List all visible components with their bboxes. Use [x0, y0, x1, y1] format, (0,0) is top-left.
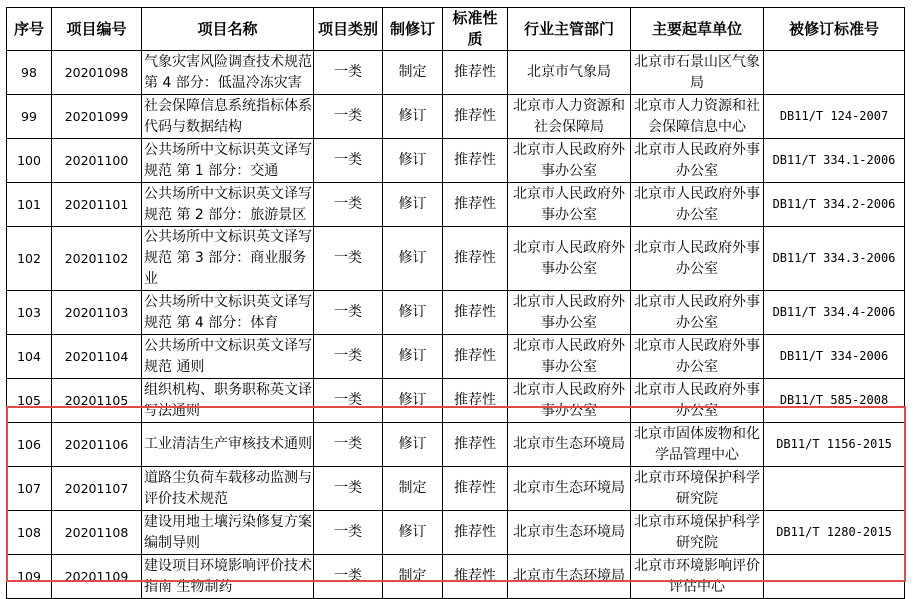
cell-revision: 制定 — [383, 467, 443, 511]
cell-revised-std: DB11/T 124-2007 — [764, 95, 905, 139]
cell-category: 一类 — [314, 379, 383, 423]
cell-code: 20201102 — [52, 227, 142, 291]
cell-code: 20201107 — [52, 467, 142, 511]
cell-drafter: 北京市环境影响评价评估中心 — [631, 555, 764, 599]
cell-seq: 101 — [7, 183, 52, 227]
cell-nature: 推荐性 — [443, 379, 508, 423]
table-row — [7, 335, 905, 379]
table-row — [7, 423, 905, 467]
table-row — [7, 51, 905, 95]
cell-revised-std — [764, 467, 905, 511]
cell-nature: 推荐性 — [443, 227, 508, 291]
cell-seq: 103 — [7, 291, 52, 335]
cell-name: 公共场所中文标识英文译写规范 第 1 部分：交通 — [142, 139, 314, 183]
cell-category: 一类 — [314, 511, 383, 555]
cell-nature: 推荐性 — [443, 423, 508, 467]
cell-seq: 105 — [7, 379, 52, 423]
cell-seq: 108 — [7, 511, 52, 555]
cell-name: 道路尘负荷车载移动监测与评价技术规范 — [142, 467, 314, 511]
cell-dept: 北京市生态环境局 — [508, 467, 631, 511]
cell-seq: 100 — [7, 139, 52, 183]
cell-code: 20201106 — [52, 423, 142, 467]
cell-dept: 北京市生态环境局 — [508, 423, 631, 467]
cell-category: 一类 — [314, 335, 383, 379]
cell-revised-std: DB11/T 1280-2015 — [764, 511, 905, 555]
cell-code: 20201105 — [52, 379, 142, 423]
cell-drafter: 北京市石景山区气象局 — [631, 51, 764, 95]
cell-seq: 98 — [7, 51, 52, 95]
cell-revision: 修订 — [383, 183, 443, 227]
cell-name: 公共场所中文标识英文译写规范 通则 — [142, 335, 314, 379]
cell-dept: 北京市人力资源和社会保障局 — [508, 95, 631, 139]
standards-table — [6, 7, 905, 599]
table-row — [7, 555, 905, 599]
cell-dept: 北京市人民政府外事办公室 — [508, 183, 631, 227]
cell-drafter: 北京市人力资源和社会保障信息中心 — [631, 95, 764, 139]
cell-drafter: 北京市环境保护科学研究院 — [631, 511, 764, 555]
cell-category: 一类 — [314, 51, 383, 95]
cell-revision: 修订 — [383, 379, 443, 423]
table-row — [7, 139, 905, 183]
cell-nature: 推荐性 — [443, 183, 508, 227]
cell-drafter: 北京市人民政府外事办公室 — [631, 139, 764, 183]
cell-name: 社会保障信息系统指标体系代码与数据结构 — [142, 95, 314, 139]
cell-nature: 推荐性 — [443, 139, 508, 183]
cell-dept: 北京市人民政府外事办公室 — [508, 139, 631, 183]
cell-revision: 修订 — [383, 291, 443, 335]
table-row — [7, 511, 905, 555]
cell-category: 一类 — [314, 555, 383, 599]
header-code: 项目编号 — [52, 8, 142, 51]
cell-revised-std: DB11/T 334.1-2006 — [764, 139, 905, 183]
cell-seq: 99 — [7, 95, 52, 139]
header-nature: 标准性质 — [443, 8, 508, 51]
cell-revised-std: DB11/T 334-2006 — [764, 335, 905, 379]
cell-nature: 推荐性 — [443, 511, 508, 555]
cell-revised-std — [764, 51, 905, 95]
cell-nature: 推荐性 — [443, 467, 508, 511]
table-row — [7, 467, 905, 511]
cell-drafter: 北京市固体废物和化学品管理中心 — [631, 423, 764, 467]
header-dept: 行业主管部门 — [508, 8, 631, 51]
cell-name: 建设项目环境影响评价技术指南 生物制药 — [142, 555, 314, 599]
header-row — [7, 8, 905, 51]
table-row — [7, 183, 905, 227]
cell-drafter: 北京市环境保护科学研究院 — [631, 467, 764, 511]
cell-revision: 修订 — [383, 95, 443, 139]
cell-nature: 推荐性 — [443, 51, 508, 95]
cell-seq: 107 — [7, 467, 52, 511]
cell-revision: 修订 — [383, 227, 443, 291]
cell-dept: 北京市生态环境局 — [508, 555, 631, 599]
cell-name: 工业清洁生产审核技术通则 — [142, 423, 314, 467]
cell-dept: 北京市人民政府外事办公室 — [508, 227, 631, 291]
cell-revision: 修订 — [383, 511, 443, 555]
cell-seq: 109 — [7, 555, 52, 599]
cell-revision: 修订 — [383, 423, 443, 467]
header-name: 项目名称 — [142, 8, 314, 51]
cell-name: 公共场所中文标识英文译写规范 第 4 部分：体育 — [142, 291, 314, 335]
table-body — [7, 51, 905, 599]
header-category: 项目类别 — [314, 8, 383, 51]
cell-drafter: 北京市人民政府外事办公室 — [631, 291, 764, 335]
cell-code: 20201104 — [52, 335, 142, 379]
cell-revision: 修订 — [383, 335, 443, 379]
header-revision: 制修订 — [383, 8, 443, 51]
cell-dept: 北京市气象局 — [508, 51, 631, 95]
cell-category: 一类 — [314, 227, 383, 291]
cell-code: 20201100 — [52, 139, 142, 183]
cell-nature: 推荐性 — [443, 291, 508, 335]
cell-category: 一类 — [314, 95, 383, 139]
cell-category: 一类 — [314, 139, 383, 183]
cell-code: 20201109 — [52, 555, 142, 599]
cell-revision: 制定 — [383, 555, 443, 599]
cell-nature: 推荐性 — [443, 95, 508, 139]
cell-name: 气象灾害风险调查技术规范 第 4 部分：低温冷冻灾害 — [142, 51, 314, 95]
cell-revised-std: DB11/T 334.3-2006 — [764, 227, 905, 291]
cell-revised-std: DB11/T 585-2008 — [764, 379, 905, 423]
table-row — [7, 379, 905, 423]
cell-category: 一类 — [314, 467, 383, 511]
cell-category: 一类 — [314, 183, 383, 227]
cell-name: 组织机构、职务职称英文译写法通则 — [142, 379, 314, 423]
header-seq: 序号 — [7, 8, 52, 51]
cell-nature: 推荐性 — [443, 555, 508, 599]
cell-dept: 北京市人民政府外事办公室 — [508, 335, 631, 379]
cell-name: 公共场所中文标识英文译写规范 第 2 部分：旅游景区 — [142, 183, 314, 227]
cell-revised-std: DB11/T 334.2-2006 — [764, 183, 905, 227]
cell-drafter: 北京市人民政府外事办公室 — [631, 227, 764, 291]
cell-seq: 106 — [7, 423, 52, 467]
cell-dept: 北京市人民政府外事办公室 — [508, 379, 631, 423]
cell-name: 建设用地土壤污染修复方案编制导则 — [142, 511, 314, 555]
cell-name: 公共场所中文标识英文译写规范 第 3 部分：商业服务业 — [142, 227, 314, 291]
cell-code: 20201108 — [52, 511, 142, 555]
table-row — [7, 291, 905, 335]
cell-dept: 北京市人民政府外事办公室 — [508, 291, 631, 335]
cell-drafter: 北京市人民政府外事办公室 — [631, 379, 764, 423]
cell-revised-std: DB11/T 1156-2015 — [764, 423, 905, 467]
table-row — [7, 95, 905, 139]
cell-code: 20201101 — [52, 183, 142, 227]
cell-revision: 制定 — [383, 51, 443, 95]
cell-dept: 北京市生态环境局 — [508, 511, 631, 555]
cell-revised-std — [764, 555, 905, 599]
cell-drafter: 北京市人民政府外事办公室 — [631, 335, 764, 379]
cell-seq: 104 — [7, 335, 52, 379]
cell-revised-std: DB11/T 334.4-2006 — [764, 291, 905, 335]
header-drafter: 主要起草单位 — [631, 8, 764, 51]
cell-drafter: 北京市人民政府外事办公室 — [631, 183, 764, 227]
cell-code: 20201098 — [52, 51, 142, 95]
cell-category: 一类 — [314, 423, 383, 467]
header-revised-std: 被修订标准号 — [764, 8, 905, 51]
cell-code: 20201103 — [52, 291, 142, 335]
cell-seq: 102 — [7, 227, 52, 291]
cell-category: 一类 — [314, 291, 383, 335]
cell-revision: 修订 — [383, 139, 443, 183]
table-row — [7, 227, 905, 291]
cell-code: 20201099 — [52, 95, 142, 139]
cell-nature: 推荐性 — [443, 335, 508, 379]
